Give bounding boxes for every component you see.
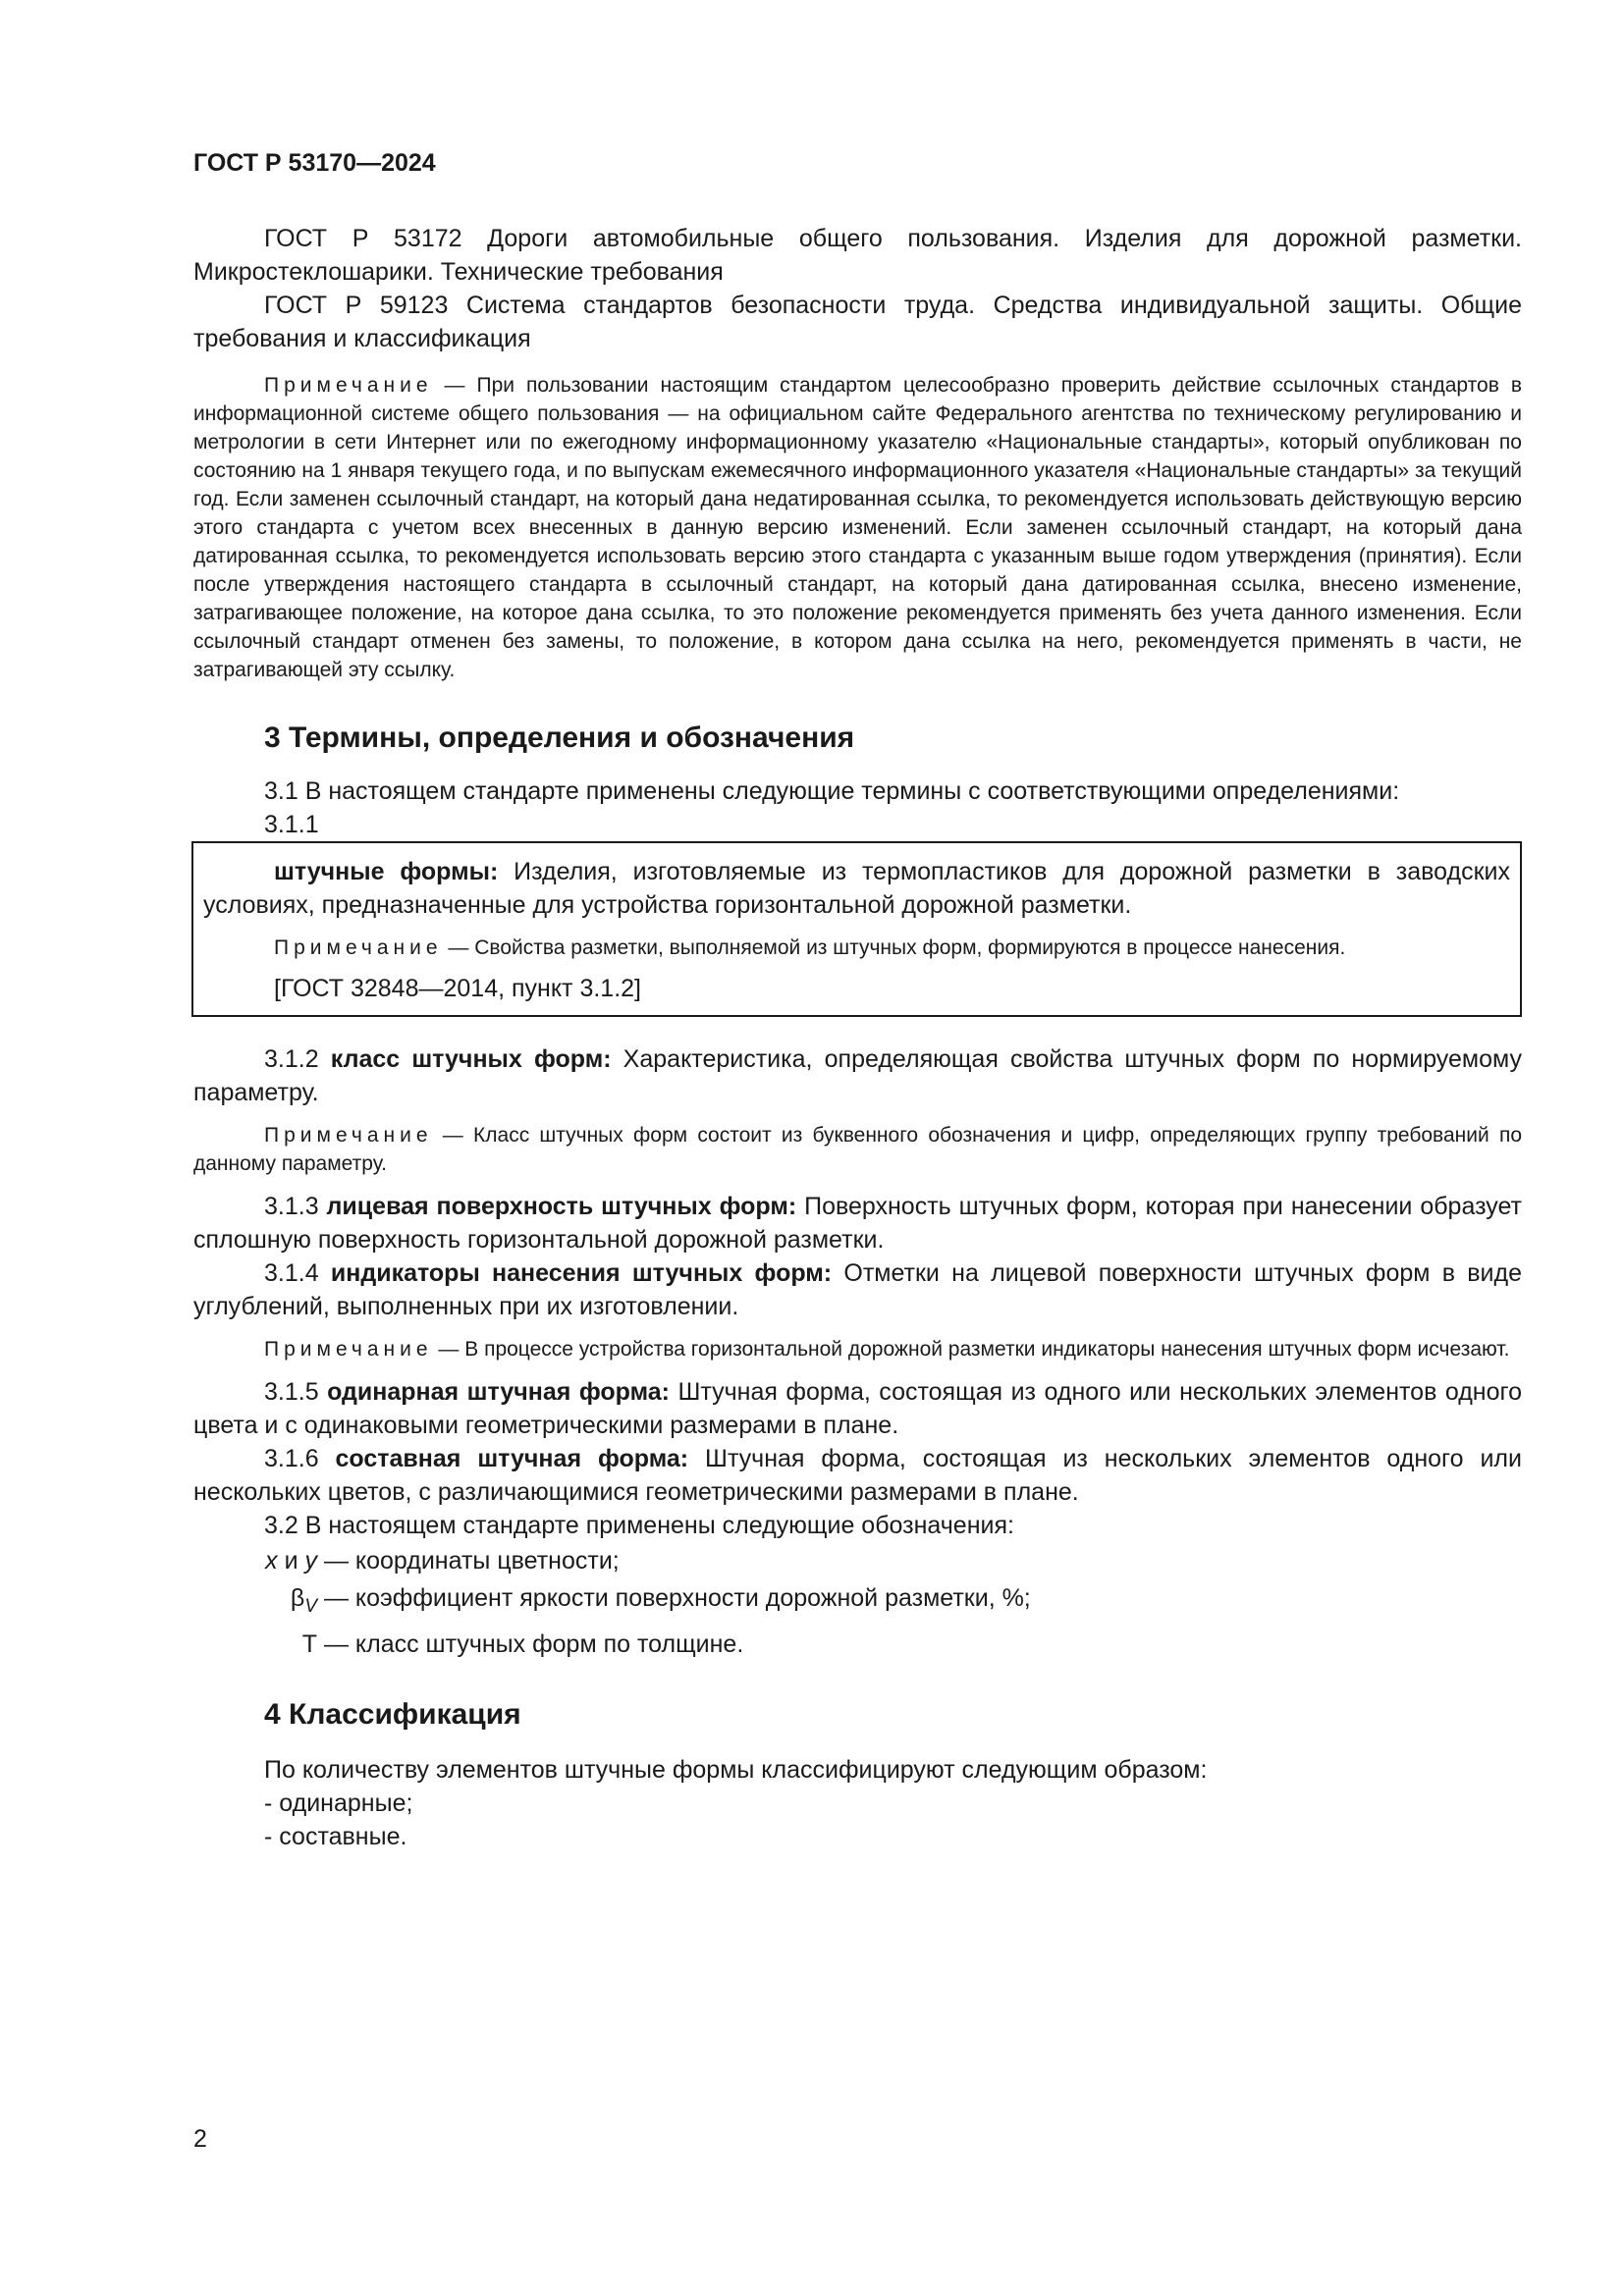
term-3-1-2 — [193, 1042, 1522, 1109]
note-label: Примечание — [264, 1338, 433, 1361]
term-definition: Отметки на лицевой поверхности штучных форм в виде углублений, выполненных при их изготовлении. — [193, 1259, 1522, 1320]
term-3-1-1 — [203, 855, 1510, 922]
note-text: — При пользовании настоящим стандартом целесообразно проверить действие ссылочных стандартов в информационной системе общего пользования — на официальном сайте Федерального агентства по техническому регулированию и метрологии в сети Интернет или по ежегодному информационному указателю «Национальные стандарты», который опубликован по состоянию на 1 января текущего года, и по выпускам ежемесячного информационного указателя «Национальные стандарты» за текущий год. Если заменен ссылочный стандарт, на который дана недатированная ссылка, то рекомендуется использовать действующую версию этого стандарта с учетом всех внесенных в данную версию изменений. Если заменен ссылочный стандарт, на который дана датированная ссылка, то рекомендуется использовать версию этого стандарта с указанным выше годом утверждения (принятия). Если после утверждения настоящего стандарта в ссылочный стандарт, на который дана датированная ссылка, внесено изменение, затрагивающее положение, на которое дана ссылка, то это положение рекомендуется применять без учета данного изменения. Если ссылочный стандарт отменен без замены, то положение, в котором дана ссылка на него, рекомендуется применять в части, не затрагивающей эту ссылку. — [193, 374, 1522, 681]
page-content — [193, 222, 1522, 1853]
note-label: Примечание — [264, 1124, 433, 1147]
term-number: 3.1.3 — [264, 1193, 327, 1220]
term-name: составная штучная форма: — [335, 1445, 689, 1472]
definition-source: [ГОСТ 32848—2014, пункт 3.1.2] — [274, 975, 641, 1002]
term-number: 3.1.4 — [264, 1259, 331, 1287]
term-definition: Штучная форма, состоящая из одного или нескольких элементов одного цвета и с одинаковыми геометрическими размерами в плане. — [193, 1378, 1522, 1439]
term-definition: Поверхность штучных форм, которая при нанесении образует сплошную поверхность горизонтальной дорожной разметки. — [193, 1193, 1522, 1254]
term-number: 3.1.5 — [264, 1378, 328, 1406]
section-3-title: 3 Термины, определения и обозначения — [264, 721, 855, 754]
reference-entry: ГОСТ Р 53172 Дороги автомобильные общего пользования. Изделия для дорожной разметки. Микростеклошарики. Технические требования — [193, 225, 1522, 286]
symbol-mark — [193, 1579, 317, 1626]
note-text: — В процессе устройства горизонтальной дорожной разметки индикаторы нанесения штучных форм исчезают. — [432, 1338, 1510, 1361]
section-3-2-intro: 3.2 В настоящем стандарте применены следующие обозначения: — [264, 1512, 1014, 1539]
term-name: индикаторы нанесения штучных форм: — [330, 1259, 833, 1287]
term-3-1-1-number: 3.1.1 — [264, 811, 319, 838]
symbol-conjunction: и — [277, 1547, 305, 1575]
note — [193, 371, 1522, 684]
symbol-beta: β — [290, 1584, 305, 1612]
term-3-1-4 — [193, 1256, 1522, 1323]
list-item: - составные. — [264, 1823, 407, 1850]
symbol-mark — [193, 1542, 317, 1579]
note — [193, 1335, 1522, 1363]
term-definition: Штучная форма, состоящая из нескольких элементов одного или нескольких цветов, с различающимися геометрическими размерами в плане. — [193, 1445, 1522, 1506]
symbol-row — [193, 1626, 1522, 1663]
term-number: 3.1.2 — [264, 1045, 331, 1073]
term-definition: Характеристика, определяющая свойства штучных форм по нормируемому параметру. — [193, 1045, 1522, 1106]
quoted-definition-box — [191, 841, 1522, 1017]
term-definition: Изделия, изготовляемые из термопластиков для дорожной разметки в заводских условиях, предназначенные для устройства горизонтальной дорожной разметки. — [203, 858, 1510, 919]
symbol-mark: Т — [301, 1630, 317, 1658]
term-name: класс штучных форм: — [330, 1045, 612, 1073]
section-4-title: 4 Классификация — [264, 1698, 521, 1731]
note-label: Примечание — [264, 374, 433, 397]
note-label: Примечание — [274, 936, 443, 959]
term-3-1-6 — [193, 1442, 1522, 1509]
term-3-1-3 — [193, 1190, 1522, 1256]
symbol-subscript: V — [304, 1596, 317, 1617]
note — [203, 934, 1510, 962]
term-3-1-5 — [193, 1375, 1522, 1442]
symbol-x: x — [265, 1547, 278, 1575]
symbol-y: y — [304, 1547, 317, 1575]
section-3-1-intro: 3.1 В настоящем стандарте применены следующие термины с соответствующими определениями: — [264, 777, 1400, 805]
term-name: штучные формы: — [274, 858, 499, 885]
note — [193, 1121, 1522, 1178]
page-number: 2 — [193, 2125, 207, 2153]
symbol-row — [193, 1542, 1522, 1579]
symbol-row — [193, 1579, 1522, 1626]
term-name: одинарная штучная форма: — [327, 1378, 670, 1406]
term-name: лицевая поверхность штучных форм: — [326, 1193, 797, 1220]
list-item: - одинарные; — [264, 1789, 413, 1817]
term-number: 3.1.6 — [264, 1445, 336, 1472]
note-text: — Класс штучных форм состоит из буквенного обозначения и цифр, определяющих группу требований по данному параметру. — [193, 1124, 1522, 1175]
document-header: ГОСТ Р 53170—2024 — [193, 149, 436, 177]
symbol-description: — координаты цветности; — [317, 1547, 620, 1575]
symbol-description: — класс штучных форм по толщине. — [317, 1630, 744, 1658]
symbol-description: — коэффициент яркости поверхности дорожной разметки, %; — [317, 1584, 1031, 1612]
note-text: — Свойства разметки, выполняемой из штучных форм, формируются в процессе нанесения. — [442, 936, 1346, 959]
section-4-intro: По количеству элементов штучные формы классифицируют следующим образом: — [264, 1756, 1208, 1784]
reference-entry: ГОСТ Р 59123 Система стандартов безопасности труда. Средства индивидуальной защиты. Общие требования и классификация — [193, 292, 1522, 352]
